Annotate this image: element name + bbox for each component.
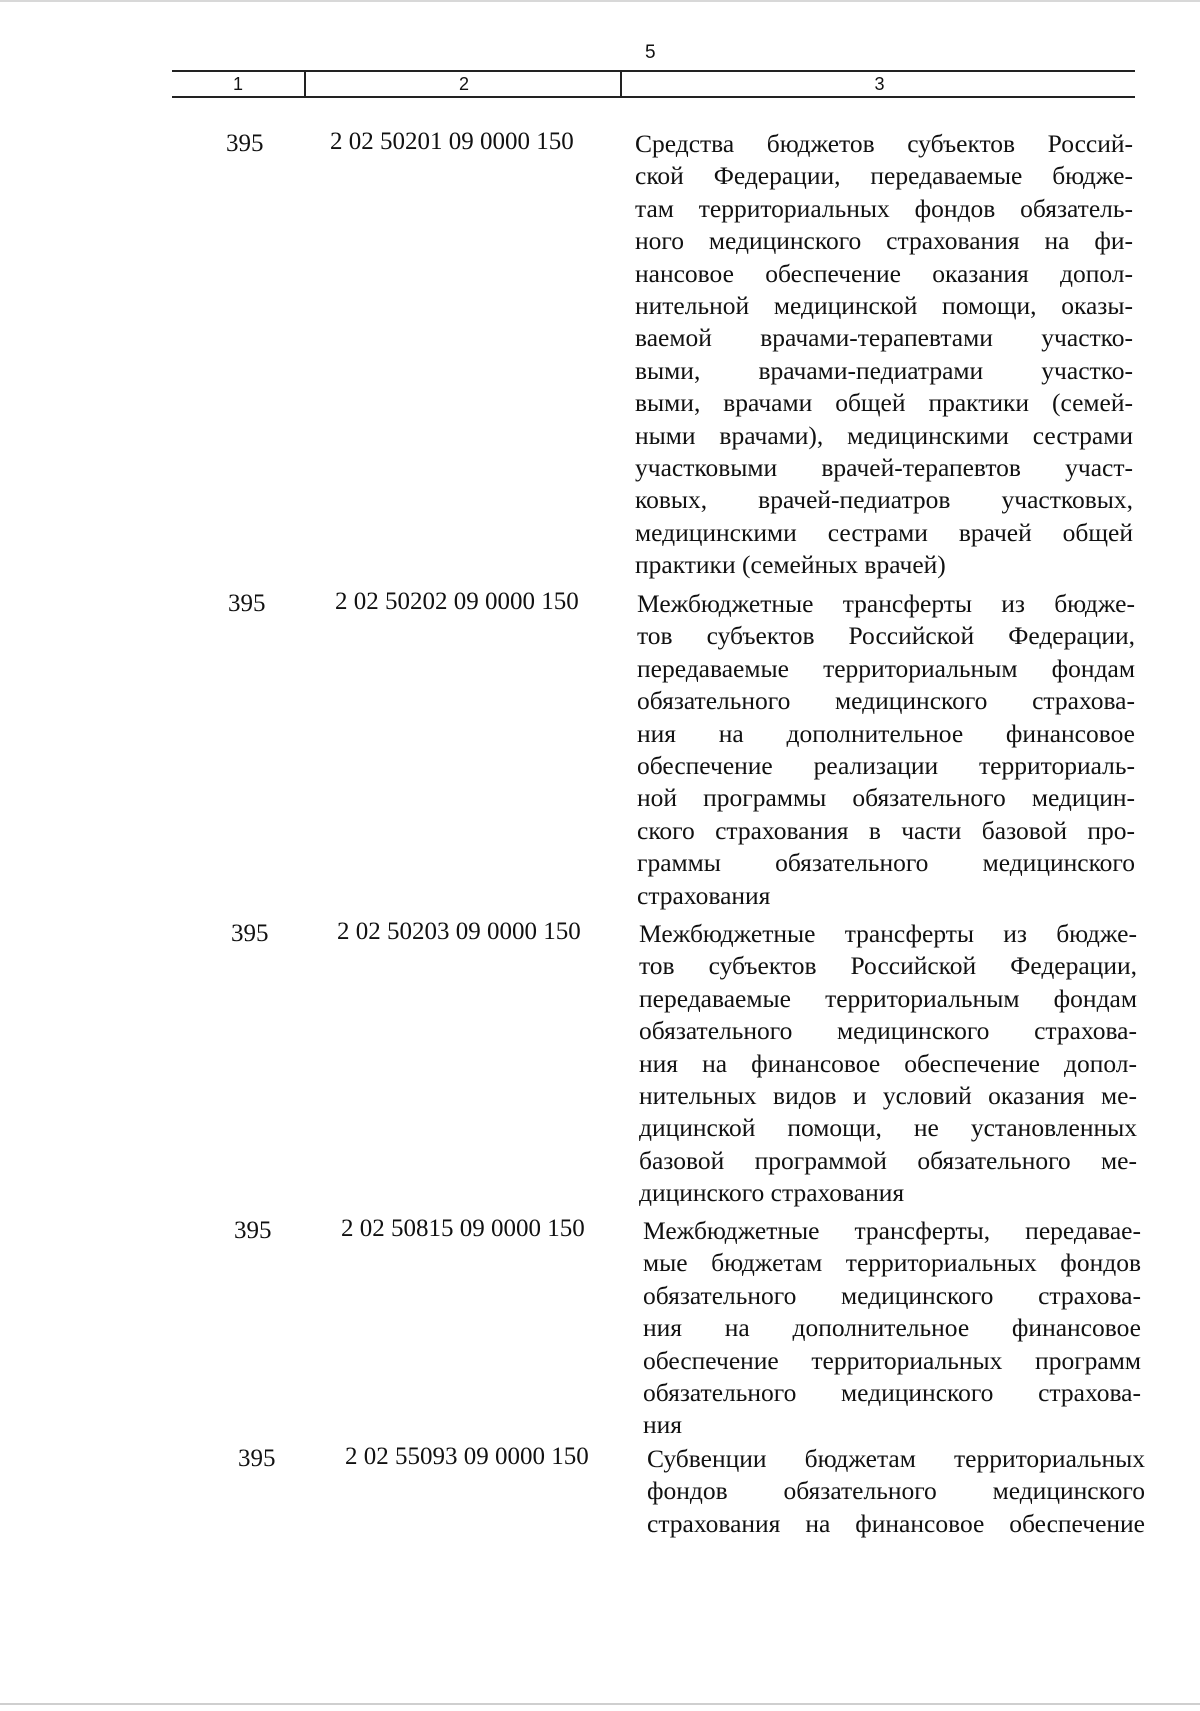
kbk-code: 2 02 55093 09 0000 150 bbox=[345, 1443, 589, 1470]
description-line: там территориальных фондов обязатель- bbox=[635, 193, 1133, 223]
description-line: тов субъектов Российской Федерации, bbox=[639, 951, 1137, 981]
description-line: нансовое обеспечение оказания допол- bbox=[635, 258, 1133, 288]
admin-code: 395 bbox=[231, 920, 269, 947]
description-line: страхования на финансовое обеспечение bbox=[647, 1508, 1145, 1538]
description-line: выми, врачами общей практики (семей- bbox=[635, 388, 1133, 418]
description-line: Средства бюджетов субъектов Россий- bbox=[635, 129, 1133, 158]
description-line: обязательного медицинского страхова- bbox=[637, 686, 1135, 716]
admin-code: 395 bbox=[228, 590, 266, 617]
description-line: ными врачами), медицинскими сестрами bbox=[635, 420, 1133, 450]
description-line: обеспечение территориальных программ bbox=[643, 1345, 1141, 1375]
description-line: ния на дополнительное финансовое bbox=[643, 1313, 1141, 1343]
description-line: Межбюджетные трансферты, передавае- bbox=[643, 1216, 1141, 1245]
description-line: ского страхования в части базовой про- bbox=[637, 815, 1135, 845]
description-line: дицинской помощи, не установленных bbox=[639, 1113, 1137, 1143]
scan-top-edge bbox=[0, 0, 1200, 2]
row-description bbox=[635, 128, 1133, 582]
description-line: ваемой врачами-терапевтами участко- bbox=[635, 323, 1133, 353]
description-line: тов субъектов Российской Федерации, bbox=[637, 621, 1135, 651]
row-description bbox=[637, 588, 1135, 912]
description-line: практики (семейных врачей) bbox=[635, 550, 946, 580]
description-line: страхования bbox=[637, 880, 771, 910]
description-line: мые бюджетам территориальных фондов bbox=[643, 1248, 1141, 1278]
description-line: участковыми врачей-терапевтов участ- bbox=[635, 453, 1133, 483]
description-line: обязательного медицинского страхова- bbox=[643, 1280, 1141, 1310]
description-line: ной программы обязательного медицин- bbox=[637, 783, 1135, 813]
description-line: обязательного медицинского страхова- bbox=[639, 1016, 1137, 1046]
description-line: обеспечение реализации территориаль- bbox=[637, 751, 1135, 781]
kbk-code: 2 02 50201 09 0000 150 bbox=[330, 128, 574, 155]
description-line: Субвенции бюджетам территориальных bbox=[647, 1444, 1145, 1473]
description-line: нительной медицинской помощи, оказы- bbox=[635, 291, 1133, 321]
description-line: медицинскими сестрами врачей общей bbox=[635, 517, 1133, 547]
admin-code: 395 bbox=[234, 1217, 272, 1244]
description-line: ской Федерации, передаваемые бюдже- bbox=[635, 161, 1133, 191]
scan-bottom-edge bbox=[0, 1703, 1200, 1705]
table-header bbox=[172, 70, 1135, 98]
description-line: граммы обязательного медицинского bbox=[637, 848, 1135, 878]
page-number: 5 bbox=[645, 42, 656, 63]
kbk-code: 2 02 50203 09 0000 150 bbox=[337, 918, 581, 945]
description-line: передаваемые территориальным фондам bbox=[639, 983, 1137, 1013]
description-line: ния на дополнительное финансовое bbox=[637, 718, 1135, 748]
description-line: нительных видов и условий оказания ме- bbox=[639, 1081, 1137, 1111]
admin-code: 395 bbox=[238, 1445, 276, 1472]
description-line: Межбюджетные трансферты из бюдже- bbox=[637, 589, 1135, 618]
kbk-code: 2 02 50202 09 0000 150 bbox=[335, 588, 579, 615]
header-col-2: 2 bbox=[304, 72, 622, 96]
description-line: Межбюджетные трансферты из бюдже- bbox=[639, 919, 1137, 948]
admin-code: 395 bbox=[226, 130, 264, 157]
description-line: ния bbox=[643, 1410, 683, 1440]
row-description bbox=[639, 918, 1137, 1210]
description-line: ковых, врачей-педиатров участковых, bbox=[635, 485, 1133, 515]
kbk-code: 2 02 50815 09 0000 150 bbox=[341, 1215, 585, 1242]
row-description bbox=[647, 1443, 1145, 1540]
row-description bbox=[643, 1215, 1141, 1442]
description-line: ного медицинского страхования на фи- bbox=[635, 226, 1133, 256]
description-line: базовой программой обязательного ме- bbox=[639, 1145, 1137, 1175]
description-line: обязательного медицинского страхова- bbox=[643, 1378, 1141, 1408]
description-line: дицинского страхования bbox=[639, 1178, 905, 1208]
description-line: ния на финансовое обеспечение допол- bbox=[639, 1048, 1137, 1078]
header-col-1: 1 bbox=[232, 74, 243, 94]
header-col-3: 3 bbox=[620, 72, 1137, 96]
description-line: выми, врачами-педиатрами участко- bbox=[635, 355, 1133, 385]
description-line: фондов обязательного медицинского bbox=[647, 1476, 1145, 1506]
description-line: передаваемые территориальным фондам bbox=[637, 653, 1135, 683]
